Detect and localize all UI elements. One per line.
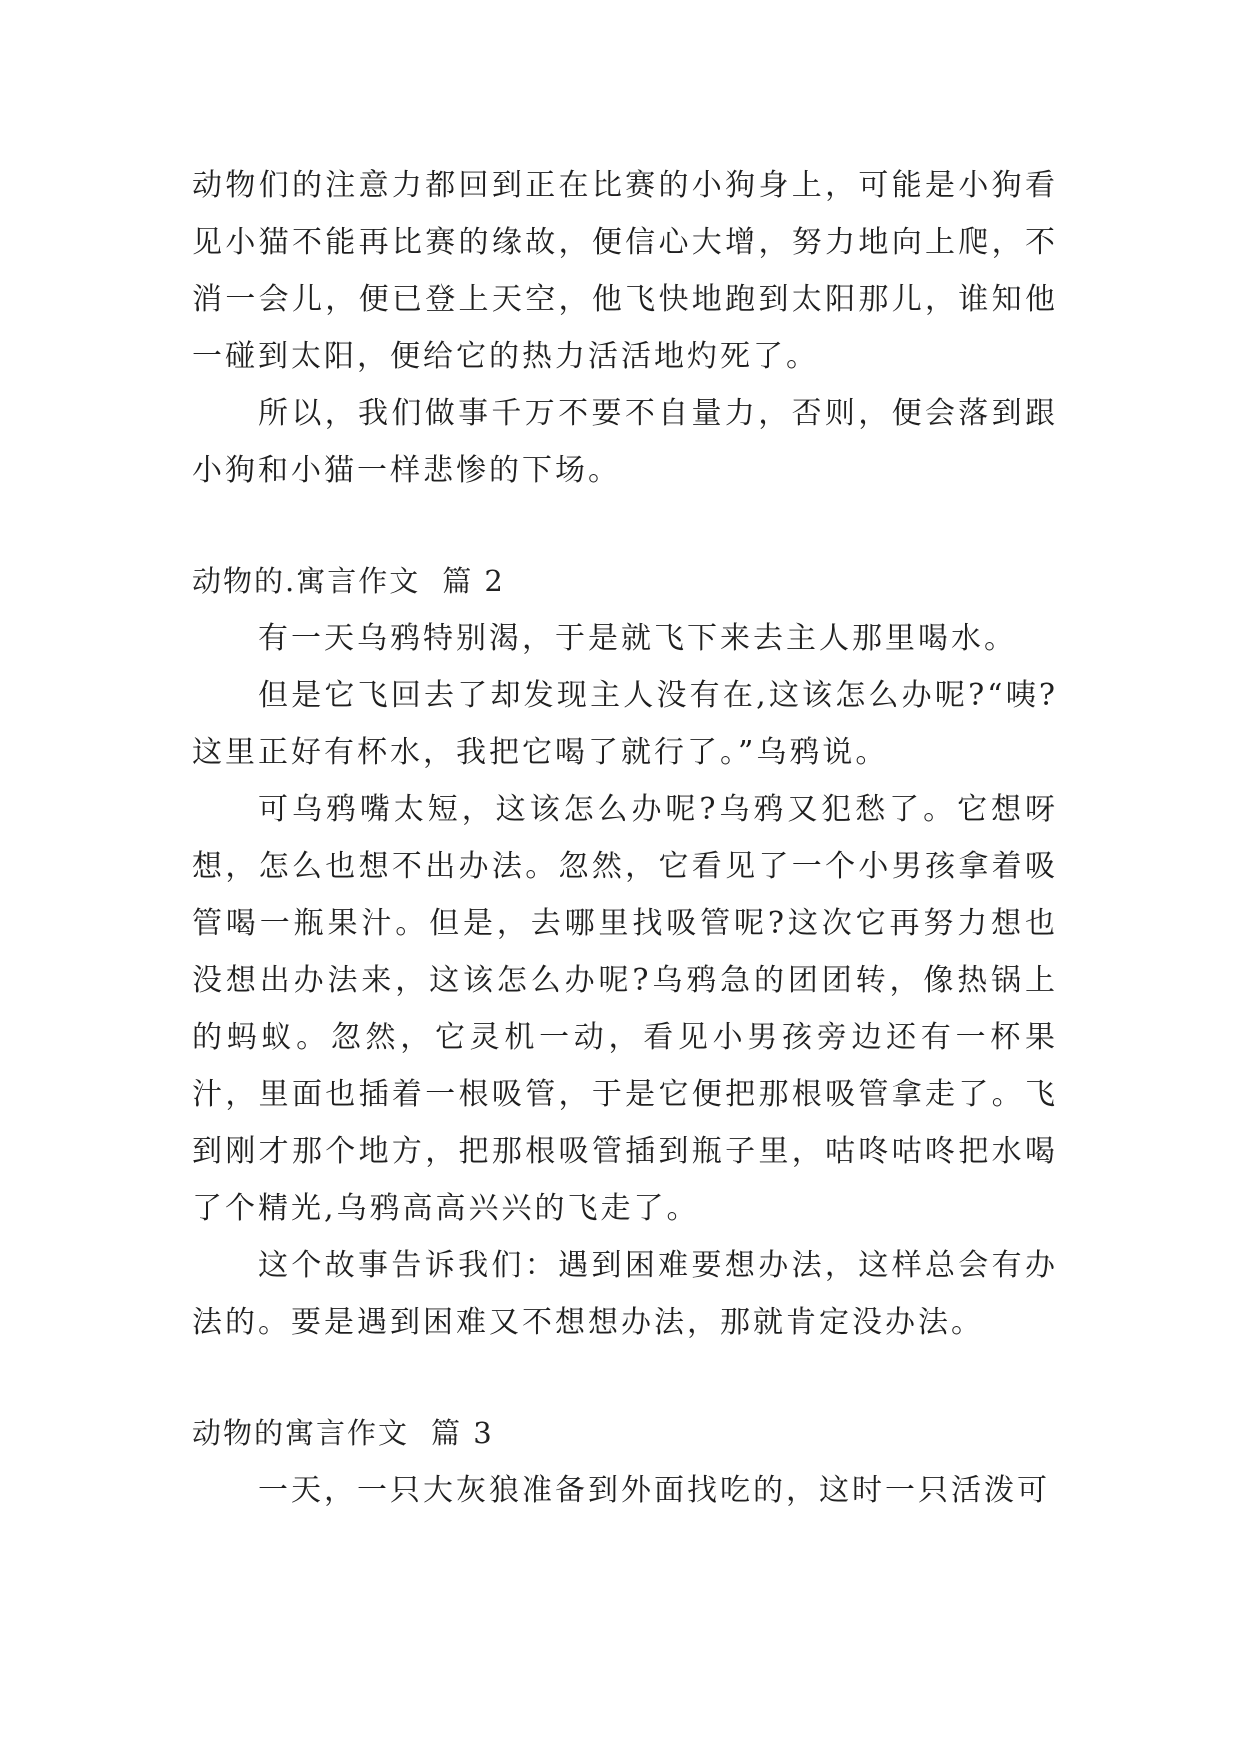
document-body	[192, 157, 1058, 1519]
paragraph: 一天，一只大灰狼准备到外面找吃的，这时一只活泼可	[258, 1473, 1050, 1508]
section-heading	[192, 553, 1058, 610]
paragraph: 这个故事告诉我们：遇到困难要想办法，这样总会有办法的。要是遇到困难又不想想办法，那就肯定没办法。	[192, 1248, 1058, 1340]
section-heading-title: 动物的.寓言作文	[192, 564, 421, 598]
paragraph: 所以，我们做事千万不要不自量力，否则，便会落到跟小狗和小猫一样悲惨的下场。	[192, 396, 1058, 488]
paragraph: 但是它飞回去了却发现主人没有在,这该怎么办呢?“咦?这里正好有杯水，我把它喝了就行了。”乌鸦说。	[192, 678, 1058, 770]
section-heading-number: 篇 3	[431, 1416, 494, 1450]
paragraph: 动物们的注意力都回到正在比赛的小狗身上，可能是小狗看见小猫不能再比赛的缘故，便信心大增，努力地向上爬，不消一会儿，便已登上天空，他飞快地跑到太阳那儿，谁知他一碰到太阳，便给它的热力活活地灼死了。	[192, 168, 1058, 374]
paragraph: 可乌鸦嘴太短，这该怎么办呢?乌鸦又犯愁了。它想呀想，怎么也想不出办法。忽然，它看见了一个小男孩拿着吸管喝一瓶果汁。但是，去哪里找吸管呢?这次它再努力想也没想出办法来，这该怎么办呢?乌鸦急的团团转，像热锅上的蚂蚁。忽然，它灵机一动，看见小男孩旁边还有一杯果汁，里面也插着一根吸管，于是它便把那根吸管拿走了。飞到刚才那个地方，把那根吸管插到瓶子里，咕咚咕咚把水喝了个精光,乌鸦高高兴兴的飞走了。	[192, 792, 1058, 1226]
paragraph: 有一天乌鸦特别渴，于是就飞下来去主人那里喝水。	[258, 621, 1017, 656]
section-heading	[192, 1405, 1058, 1462]
section-heading-title: 动物的寓言作文	[192, 1416, 410, 1450]
section-heading-number: 篇 2	[442, 564, 505, 598]
